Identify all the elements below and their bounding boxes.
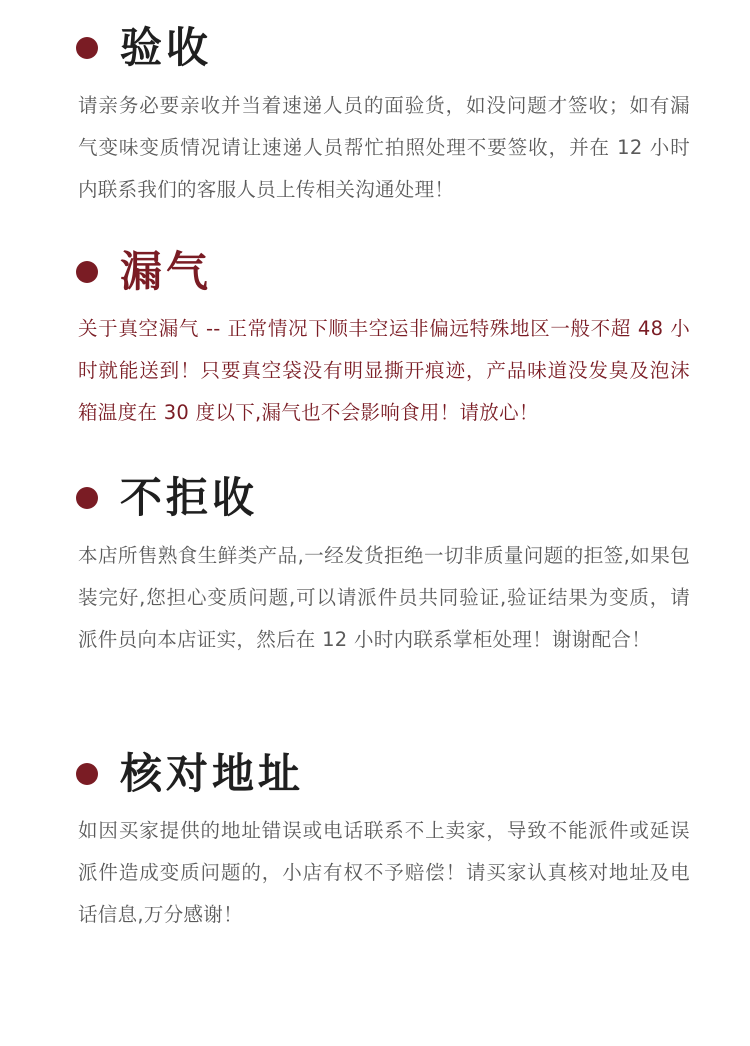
section-body: 关于真空漏气 -- 正常情况下顺丰空运非偏远特殊地区一般不超 48 小时就能送到！只要真空袋没有明显撕开痕迹，产品味道没发臭及泡沫箱温度在 30 度以下,漏气也不会影响食用！请放心！ [78, 317, 690, 424]
bullet-dot-icon [76, 763, 98, 785]
section-title: 核对地址 [120, 749, 305, 798]
section-heading [76, 468, 258, 528]
section-title: 不拒收 [120, 473, 259, 522]
section-title: 漏气 [120, 247, 213, 296]
section-heading [76, 18, 212, 78]
section-body: 如因买家提供的地址错误或电话联系不上卖家，导致不能派件或延误派件造成变质问题的，小店有权不予赔偿！请买家认真核对地址及电话信息,万分感谢！ [78, 819, 690, 926]
bullet-dot-icon [76, 261, 98, 283]
section-body: 本店所售熟食生鲜类产品,一经发货拒绝一切非质量问题的拒签,如果包装完好,您担心变质问题,可以请派件员共同验证,验证结果为变质，请派件员向本店证实，然后在 12 小时内联系掌柜处理！谢谢配合！ [78, 544, 690, 651]
bullet-dot-icon [76, 37, 98, 59]
section-title: 验收 [120, 23, 213, 72]
bullet-dot-icon [76, 487, 98, 509]
section-body: 请亲务必要亲收并当着速递人员的面验货，如没问题才签收；如有漏气变味变质情况请让速递人员帮忙拍照处理不要签收，并在 12 小时内联系我们的客服人员上传相关沟通处理！ [78, 94, 690, 201]
section-heading [76, 242, 212, 302]
section-heading [76, 744, 304, 804]
